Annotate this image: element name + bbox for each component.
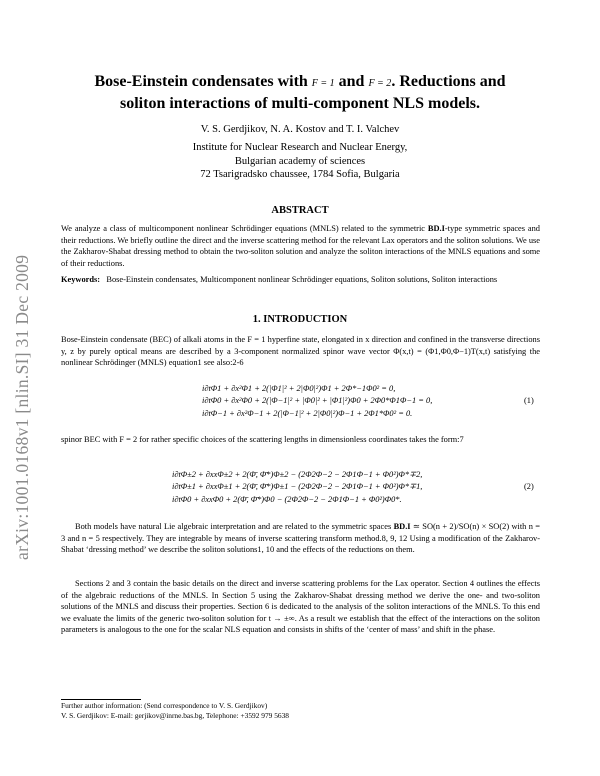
title-f2: F = 2	[368, 78, 392, 89]
affiliation	[0, 141, 600, 182]
equation-1	[202, 383, 432, 420]
intro-paragraph-4: Sections 2 and 3 contain the basic details on the direct and inverse scattering problems for the Lax operator. Section 4 outlines the effects of the algebraic reductions of the MNLS. In Section 5 using the Zakharov-Shabat dressing method we derive the one- and two-soliton solutions of the MNLS and discuss their properties. Section 6 is dedicated to the analysis of the soliton interactions of the MNLS. To this end we evaluate the limits of the generic two-soliton solution for t → ±∞. As a result we establish that the effect of the interactions on the soliton parameters is analogous to the one for the scalar NLS equation and consists in shifts of the ‘center of mass’ and shift in the phase.	[61, 579, 540, 635]
affiliation-line: Bulgarian academy of sciences	[234, 155, 366, 167]
equation-line: i∂tΦ±1 + ∂xxΦ±1 + 2(Φ̄, Φ̄*)Φ±1 − (2Φ2Φ−2 − 2Φ1Φ−1 + Φ0²)Φ*∓1,	[172, 482, 423, 492]
keywords-label: Keywords:	[61, 275, 101, 284]
p3-text-a: Both models have natural Lie algebraic interpretation and are related to the symmetric spaces	[75, 522, 394, 531]
abstract-text-a: We analyze a class of multicomponent nonlinear Schrödinger equations (MNLS) related to the symmetric	[61, 224, 428, 233]
section-heading: 1. INTRODUCTION	[252, 314, 348, 325]
intro-paragraph-1: Bose-Einstein condensate (BEC) of alkali atoms in the F = 1 hyperfine state, elongated in x direction and confined in the transverse directions y, z by purely optical means are described by a 3-component normalized spinor wave vector Φ(x,t) = (Φ1,Φ0,Φ−1)T(x,t) satisfying the nonlinear Schrödinger (MNLS) equation1 see also:2-6	[61, 335, 540, 368]
equation-line: i∂tΦ±2 + ∂xxΦ±2 + 2(Φ̄, Φ̄*)Φ±2 − (2Φ2Φ−2 − 2Φ1Φ−1 + Φ0²)Φ*∓2,	[172, 470, 423, 479]
equation-2	[172, 469, 422, 506]
abstract-heading: ABSTRACT	[271, 205, 329, 216]
equation-number: (2)	[524, 482, 534, 491]
title-line-1	[50, 72, 550, 94]
keywords-text: Bose-Einstein condensates, Multicomponent nonlinear Schrödinger equations, Soliton solutions, Soliton interactions	[106, 275, 498, 284]
p3-bold: BD.I	[393, 522, 411, 531]
p3-text-b: ≃ SO(n + 2)/SO(n) × SO(2) with n = 3 and n = 5 respectively. They are integrable by means of inverse scattering transform method.8, 9, 12 Using a modification of the Zakharov-Shabat ‘dressing method’ we describe the soliton solutions1, 10 and the effects of the reductions on them.	[61, 522, 540, 555]
abstract-text-b: -type symmetric spaces and their reductions. We briefly outline the direct and the inverse scattering method for the relevant Lax operators and the soliton solutions. We use the Zakharov-Shabat dressing method to obtain the two-soliton solution and analyze the soliton interactions of the MNLS equations and some of their reductions.	[61, 224, 540, 268]
equation-number: (1)	[524, 396, 534, 405]
title-text-2: . Reductions and	[391, 73, 506, 90]
affiliation-line: Institute for Nuclear Research and Nuclear Energy,	[192, 142, 408, 153]
equation-line: i∂tΦ−1 + ∂x²Φ−1 + 2(|Φ−1|² + 2|Φ0|²)Φ−1 + 2Φ1*Φ0² = 0.	[202, 408, 413, 418]
paper-title	[50, 72, 550, 114]
title-text: Bose-Einstein condensates with	[94, 73, 308, 90]
footnote: Further author information: (Send correspondence to V. S. Gerdjikov)	[61, 701, 268, 710]
abstract-bold: BD.I	[427, 224, 445, 233]
keywords	[61, 274, 540, 286]
affiliation-line: 72 Tsarigradsko chaussee, 1784 Sofia, Bulgaria	[200, 169, 400, 180]
footnote-rule	[61, 699, 141, 700]
authors: V. S. Gerdjikov, N. A. Kostov and T. I. Valchev	[200, 124, 400, 135]
equation-line: i∂tΦ0 + ∂xxΦ0 + 2(Φ̄, Φ̄*)Φ0 − (2Φ2Φ−2 − 2Φ1Φ−1 + Φ0²)Φ0*.	[172, 494, 402, 504]
title-and: and	[338, 73, 365, 90]
equation-line: i∂tΦ1 + ∂x²Φ1 + 2(|Φ1|² + 2|Φ0|²)Φ1 + 2Φ*−1Φ0² = 0,	[202, 384, 396, 393]
abstract-text	[61, 223, 540, 269]
title-line-2: soliton interactions of multi-component NLS models.	[120, 95, 480, 112]
footnote: V. S. Gerdjikov: E-mail: gerjikov@inrne.bas.bg, Telephone: +3592 979 5638	[61, 711, 289, 720]
arxiv-identifier: arXiv:1001.0168v1 [nlin.SI] 31 Dec 2009	[12, 254, 32, 560]
intro-paragraph-3	[61, 521, 540, 556]
equation-line: i∂tΦ0 + ∂x²Φ0 + 2(|Φ−1|² + |Φ0|² + |Φ1|²)Φ0 + 2Φ0*Φ1Φ−1 = 0,	[202, 396, 433, 406]
title-f1: F = 1	[311, 78, 335, 89]
intro-paragraph-2: spinor BEC with F = 2 for rather specific choices of the scattering lengths in dimensionless coordinates takes the form:7	[61, 435, 464, 444]
